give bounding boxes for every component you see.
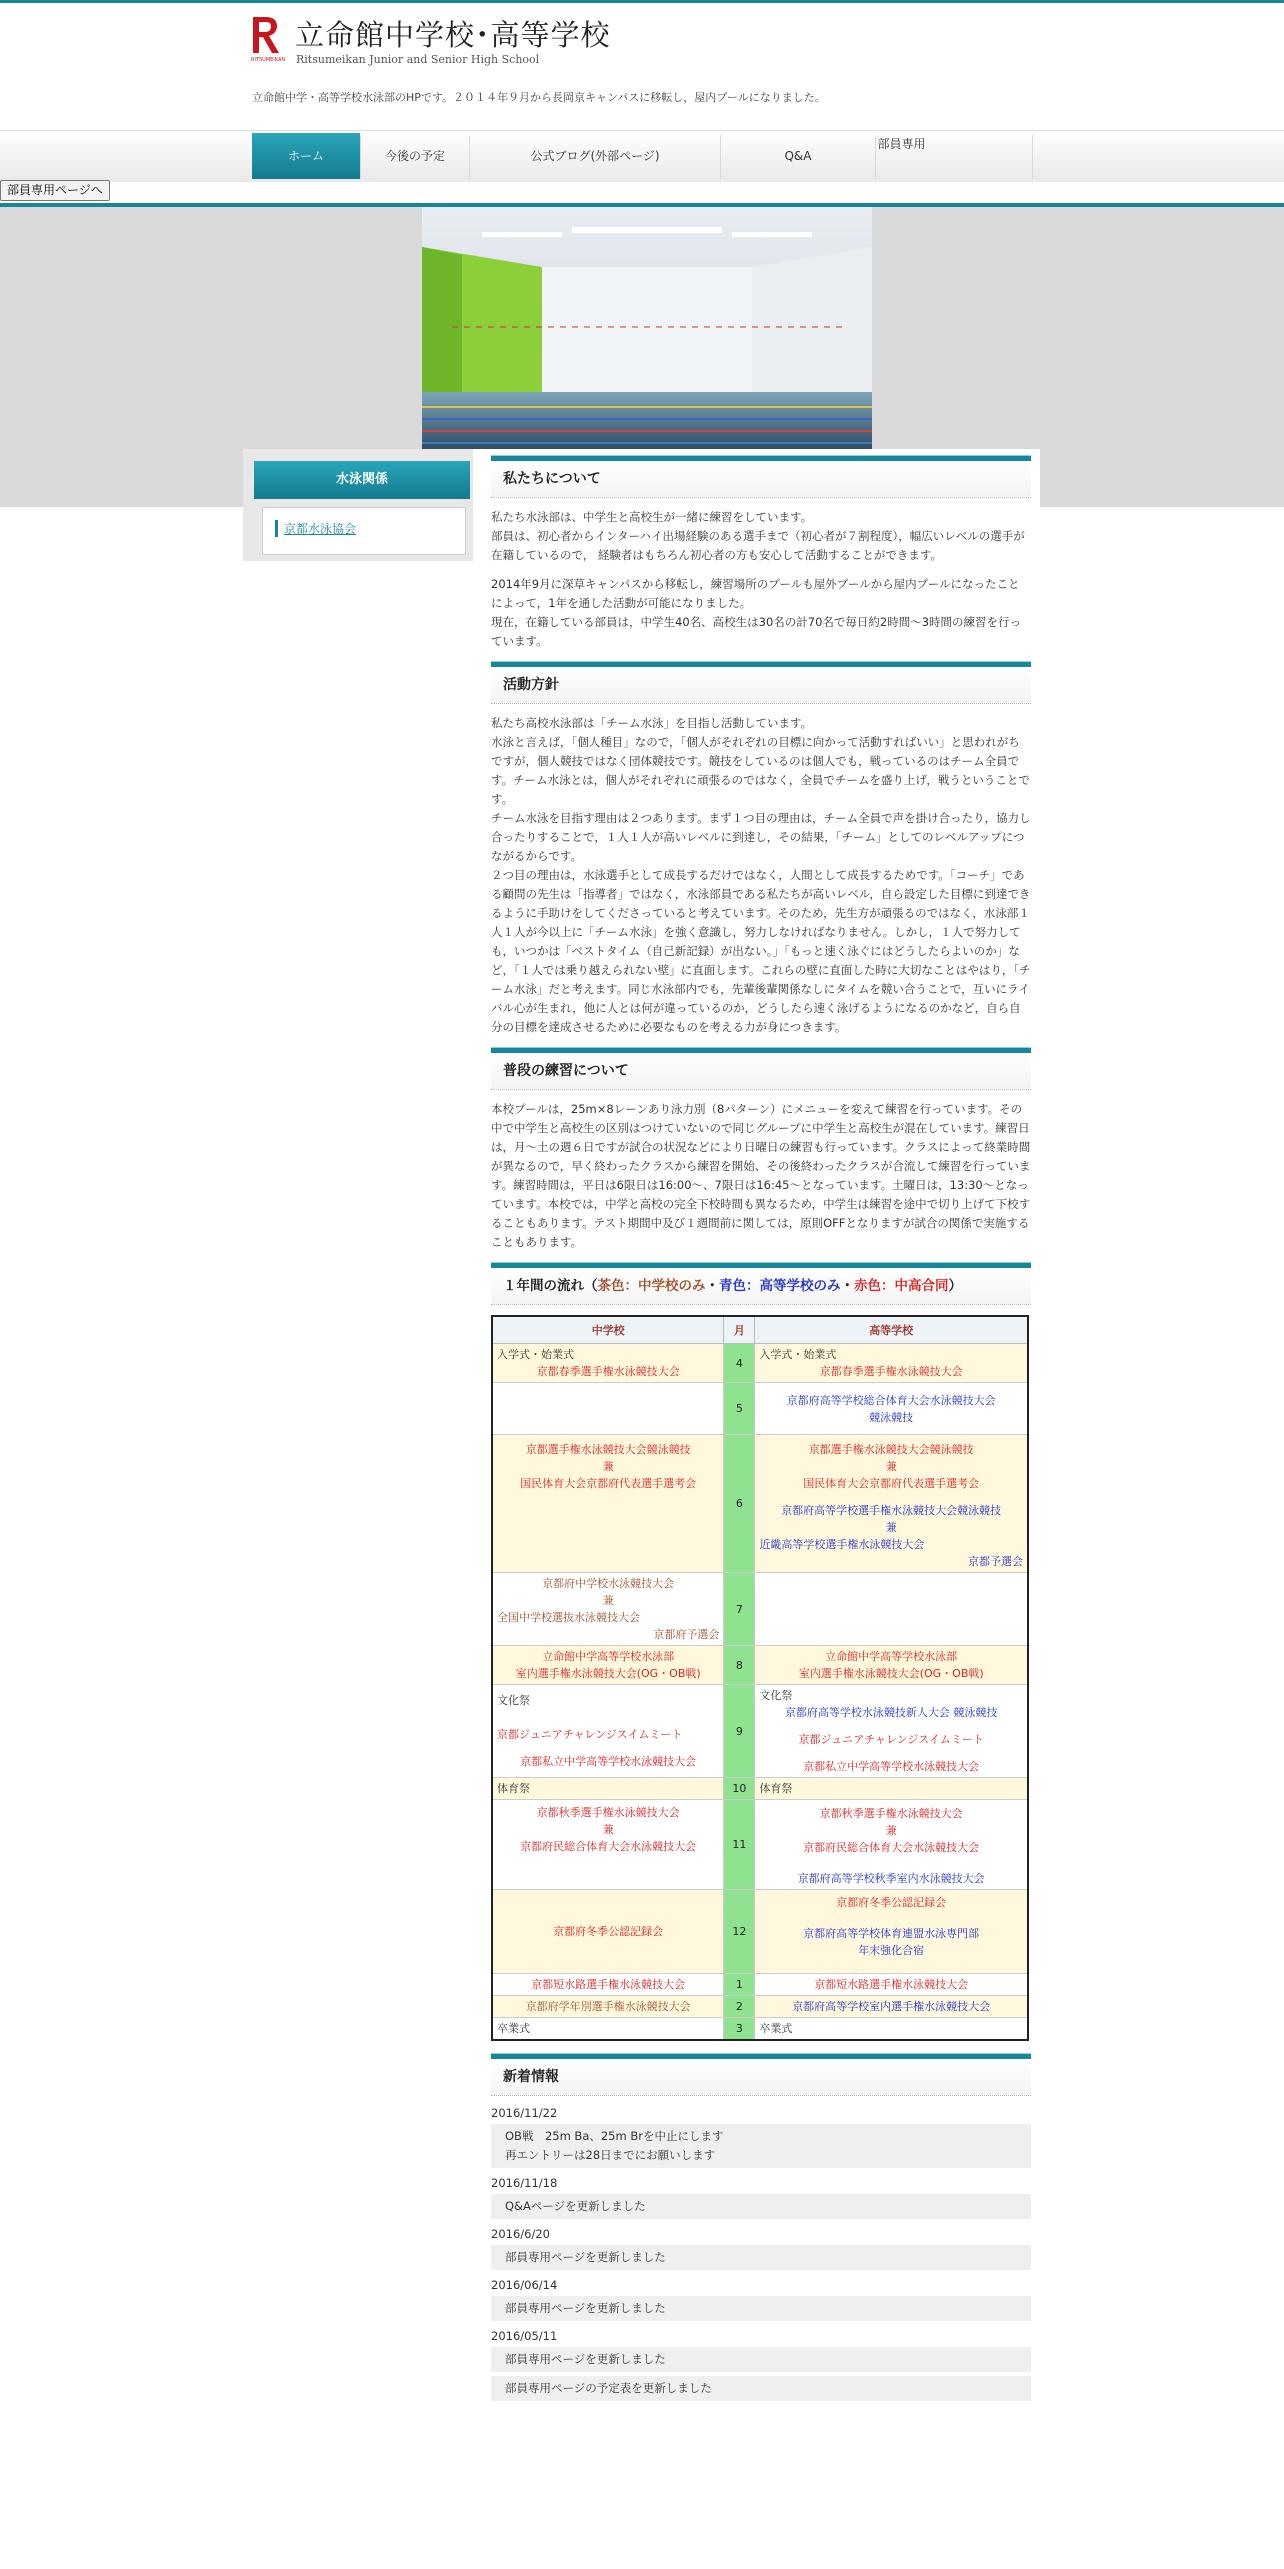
sidebar-link-list <box>262 507 466 555</box>
hs-cell: 入学式・始業式 京都春季選手権水泳競技大会 <box>755 1344 1028 1383</box>
nav-home[interactable]: ホーム <box>252 133 360 179</box>
month-cell: 2 <box>724 1996 755 2018</box>
table-row <box>492 1685 1028 1778</box>
month-cell: 7 <box>724 1573 755 1646</box>
nav-qa[interactable]: Q&A <box>784 149 812 163</box>
news-item: Q&Aページを更新しました <box>491 2194 1031 2219</box>
nav-divider <box>1032 135 1033 179</box>
jh-cell <box>492 1383 724 1435</box>
jh-cell: 文化祭 京都ジュニアチャレンジスイムミート 京都私立中学高等学校水泳競技大会 <box>492 1685 724 1778</box>
pool-photo <box>422 207 872 449</box>
month-cell: 6 <box>724 1435 755 1573</box>
news-item: OB戦 25m Ba、25m Brを中止にします 再エントリーは28日までにお願いします <box>491 2124 1031 2168</box>
header-junior-high: 中学校 <box>492 1316 724 1344</box>
month-cell: 12 <box>724 1890 755 1974</box>
news-date: 2016/05/11 <box>491 2329 558 2343</box>
news-date: 2016/6/20 <box>491 2227 550 2241</box>
header-month: 月 <box>724 1316 755 1344</box>
news-date: 2016/11/18 <box>491 2176 558 2190</box>
table-row <box>492 2018 1028 2041</box>
table-row <box>492 1974 1028 1996</box>
table-row <box>492 1996 1028 2018</box>
svg-text:RITSUMEIKAN: RITSUMEIKAN <box>251 57 286 63</box>
section-title-news: 新着情報 <box>491 2059 1031 2096</box>
annual-schedule-table <box>491 1315 1029 2041</box>
table-row <box>492 1800 1028 1890</box>
site-description: 立命館中学・高等学校水泳部のHPです。２０１４年９月から長岡京キャンパスに移転し，屋内プールになりました。 <box>252 91 826 104</box>
section-title-schedule: １年間の流れ（茶色：中学校のみ・青色：高等学校のみ・赤色：中高合同） <box>491 1268 1031 1305</box>
month-cell: 3 <box>724 2018 755 2041</box>
jh-cell: 体育祭 <box>492 1778 724 1800</box>
table-header-row <box>492 1316 1028 1344</box>
legend-brown: 茶色：中学校のみ <box>597 1278 706 1294</box>
nav-blog[interactable]: 公式ブログ(外部ページ) <box>530 149 660 163</box>
jh-cell: 京都府冬季公認記録会 <box>492 1890 724 1974</box>
site-title[interactable]: 立命館中学校･高等学校 <box>295 18 611 52</box>
main-content <box>491 455 1031 2405</box>
news-item: 部員専用ページを更新しました <box>491 2245 1031 2270</box>
jh-cell: 入学式・始業式 京都春季選手権水泳競技大会 <box>492 1344 724 1383</box>
ritsumeikan-logo[interactable] <box>250 15 286 63</box>
table-row <box>492 1890 1028 1974</box>
practice-paragraph: 本校プールは，25m×8レーンあり泳力別（8パターン）にメニューを変えて練習を行っています。その中で中学生と高校生の区別はつけていないので同じグループに中学生と高校生が混在しています。練習日は，月～土の週６日ですが試合の状況などにより日曜日の練習も行っています。クラスによって終業時間が異なるので，早く終わったクラスから練習を開始、その後終わったクラスが合流して練習を行っています。練習時間は，平日は6限日は16:00～、7限日は16:45～となっています。土曜日は，13:30～となっています。本校では，中学と高校の完全下校時間も異なるため，中学生は練習を途中で切り上げて下校することもあります。テスト期間中及び１週間前に関しては，原則OFFとなりますが試合の関係で実施することもあります。 <box>491 1102 1031 1249</box>
jh-cell: 京都府学年別選手権水泳競技大会 <box>492 1996 724 2018</box>
jh-cell: 京都選手権水泳競技大会競泳競技 兼 国民体育大会京都府代表選手選考会 <box>492 1435 724 1573</box>
hs-cell: 卒業式 <box>755 2018 1028 2041</box>
about-paragraph: 私たち水泳部は、中学生と高校生が一緒に練習をしています。 部員は、初心者からインターハイ出場経験のある選手まで（初心者が７割程度），幅広いレベルの選手が在籍しているので， 経験者はもちろん初心者の方も安心して活動することができます。 <box>491 510 1025 562</box>
news-date: 2016/11/22 <box>491 2106 558 2120</box>
news-item: 部員専用ページを更新しました <box>491 2296 1031 2321</box>
table-row <box>492 1383 1028 1435</box>
table-row <box>492 1435 1028 1573</box>
legend-blue: 青色：高等学校のみ <box>719 1278 841 1294</box>
site-subtitle: Ritsumeikan Junior and Senior High School <box>296 53 540 66</box>
month-cell: 1 <box>724 1974 755 1996</box>
hs-cell: 京都短水路選手権水泳競技大会 <box>755 1974 1028 1996</box>
section-title-policy: 活動方針 <box>491 667 1031 704</box>
table-row <box>492 1344 1028 1383</box>
month-cell: 5 <box>724 1383 755 1435</box>
nav-schedule[interactable]: 今後の予定 <box>384 149 445 163</box>
hs-cell <box>755 1573 1028 1646</box>
jh-cell: 京都府中学校水泳競技大会 兼 全国中学校選抜水泳競技大会 京都府予選会 <box>492 1573 724 1646</box>
hs-cell: 京都府高等学校総合体育大会水泳競技大会 競泳競技 <box>755 1383 1028 1435</box>
hs-cell: 立命館中学高等学校水泳部 室内選手権水泳競技大会(OG・OB戦) <box>755 1646 1028 1685</box>
news-list <box>491 2106 1031 2401</box>
table-row <box>492 1573 1028 1646</box>
table-row <box>492 1646 1028 1685</box>
month-cell: 10 <box>724 1778 755 1800</box>
news-date: 2016/06/14 <box>491 2278 558 2292</box>
hs-cell: 京都府高等学校室内選手権水泳競技大会 <box>755 1996 1028 2018</box>
hs-cell: 京都選手権水泳競技大会競泳競技 兼 国民体育大会京都府代表選手選考会 京都府高等学校選手権水泳競技大会競泳競技 兼 近畿高等学校選手権水泳競技大会 京都予選会 <box>755 1435 1028 1573</box>
month-cell: 8 <box>724 1646 755 1685</box>
site-header <box>0 3 1284 130</box>
news-item: 部員専用ページの予定表を更新しました <box>491 2376 1031 2401</box>
policy-paragraph: 私たち高校水泳部は「チーム水泳」を目指し活動しています。 水泳と言えば，「個人種目」なので，「個人がそれぞれの目標に向かって活動すればいい」と思われがちですが，個人競技ではなく団体競技です。競技をしているのは個人でも，戦っているのはチーム全員です。チーム水泳とは，個人がそれぞれに頑張るのではなく，全員でチームを盛り上げ，戦うということです。 チーム水泳を目指す理由は２つあります。まず１つ目の理由は，チーム全員で声を掛け合ったり，協力し合ったりすることで，１人１人が高いレベルに到達し，その結果，「チーム」としてのレベルアップにつながるからです。 ２つ目の理由は，水泳選手として成長するだけではなく，人間として成長するためです。「コーチ」である顧問の先生は「指導者」ではなく，水泳部員である私たちが高いレベル，自ら設定した目標に到達できるように手助けをしてくださっていると考えています。そのため，先生方が頑張るのではなく，水泳部１人１人が今以上に「チーム水泳」を強く意識し，努力しなければなりません。しかし，１人で努力しても，いつかは「ベストタイム（自己新記録）が出ない。」「もっと速く泳ぐにはどうしたらよいのか」など，「１人では乗り越えられない壁」に直面します。これらの壁に直面した時に大切なことはやはり，「チーム水泳」だと考えます。同じ水泳部内でも，先輩後輩関係なしにタイムを競い合うことで，互いにライバル心が生まれ，他に人とは何が違っているのか，どうしたら速く泳げるようになるのかなど，自ら自分の目標を達成させるために必要なものを考える力が身につきます。 <box>491 716 1031 1034</box>
month-cell: 11 <box>724 1800 755 1890</box>
member-page-button[interactable]: 部員専用ページへ <box>0 180 110 201</box>
header-high-school: 高等学校 <box>755 1316 1028 1344</box>
main-nav <box>0 130 1284 182</box>
jh-cell: 卒業式 <box>492 2018 724 2041</box>
table-row <box>492 1778 1028 1800</box>
sidebar-heading: 水泳関係 <box>254 461 470 499</box>
section-title-practice: 普段の練習について <box>491 1053 1031 1090</box>
about-paragraph: 2014年9月に深草キャンパスから移転し，練習場所のプールも屋外プールから屋内プールになったことによって，1年を通した活動が可能になりました。 現在，在籍している部員は，中学生40名、高校生は30名の計70名で毎日約2時間～3時間の練習を行っています。 <box>491 577 1022 648</box>
month-cell: 9 <box>724 1685 755 1778</box>
nav-members[interactable]: 部員専用 <box>877 137 926 151</box>
news-item: 部員専用ページを更新しました <box>491 2347 1031 2372</box>
section-title-about: 私たちについて <box>491 461 1031 498</box>
hs-cell: 体育祭 <box>755 1778 1028 1800</box>
jh-cell: 京都短水路選手権水泳競技大会 <box>492 1974 724 1996</box>
legend-red: 赤色：中高合同 <box>854 1278 949 1294</box>
hs-cell: 文化祭 京都府高等学校水泳競技新人大会 競泳競技 京都ジュニアチャレンジスイムミート 京都私立中学高等学校水泳競技大会 <box>755 1685 1028 1778</box>
hs-cell: 京都府冬季公認記録会 京都府高等学校体育連盟水泳専門部 年末強化合宿 <box>755 1890 1028 1974</box>
jh-cell: 京都秋季選手権水泳競技大会 兼 京都府民総合体育大会水泳競技大会 <box>492 1800 724 1890</box>
sidebar-link-kyoto-swimming[interactable]: 京都水泳協会 <box>275 520 356 537</box>
hs-cell: 京都秋季選手権水泳競技大会 兼 京都府民総合体育大会水泳競技大会 京都府高等学校秋季室内水泳競技大会 <box>755 1800 1028 1890</box>
jh-cell: 立命館中学高等学校水泳部 室内選手権水泳競技大会(OG・OB戦) <box>492 1646 724 1685</box>
month-cell: 4 <box>724 1344 755 1383</box>
